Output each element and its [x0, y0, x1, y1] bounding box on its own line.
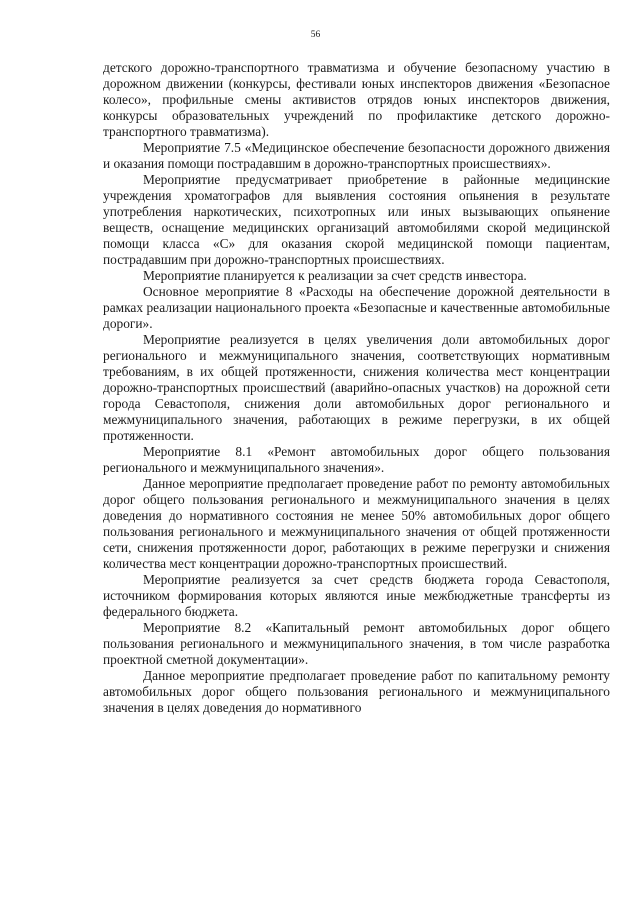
paragraph: Мероприятие реализуется в целях увеличения доли автомобильных дорог регионального и межмуниципального значения, соответствующих нормативным требованиям, в их общей протяженности, снижения количества мест концентрации дорожно-транспортных происшествий (аварийно-опасных участков) на дорожной сети города Севастополя, снижения доли автомобильных дорог регионального и межмуниципального значения, работающих в режиме перегрузки, в их общей протяженности. [103, 332, 610, 443]
paragraph: Мероприятие 8.2 «Капитальный ремонт автомобильных дорог общего пользования регионального и межмуниципального значения, в том числе разработка проектной сметной документации». [103, 620, 610, 667]
paragraph: Мероприятие реализуется за счет средств бюджета города Севастополя, источником формирования которых являются иные межбюджетные трансферты из федерального бюджета. [103, 572, 610, 619]
paragraph: Мероприятие предусматривает приобретение в районные медицинские учреждения хроматографов для выявления состояния опьянения в результате употребления наркотических, психотропных или иных вызывающих опьянение веществ, оснащение медицинских организаций автомобилями скорой медицинской помощи класса «С» для оказания скорой медицинской помощи пациентам, пострадавшим при дорожно-транспортных происшествиях. [103, 172, 610, 267]
paragraph: Мероприятие 8.1 «Ремонт автомобильных дорог общего пользования регионального и межмуниципального значения». [103, 444, 610, 475]
paragraph: Основное мероприятие 8 «Расходы на обеспечение дорожной деятельности в рамках реализации национального проекта «Безопасные и качественные автомобильные дороги». [103, 284, 610, 331]
paragraph: Мероприятие 7.5 «Медицинское обеспечение безопасности дорожного движения и оказания помощи пострадавшим в дорожно-транспортных происшествиях». [103, 140, 610, 171]
page-number: 56 [310, 30, 321, 40]
paragraph: детского дорожно-транспортного травматизма и обучение безопасному участию в дорожном движении (конкурсы, фестивали юных инспекторов движения «Безопасное колесо», профильные смены активистов отрядов юных инспекторов движения, конкурсы образовательных учреждений по профилактике детского дорожно-транспортного травматизма). [103, 60, 610, 139]
paragraph: Мероприятие планируется к реализации за счет средств инвестора. [143, 268, 527, 283]
paragraph: Данное мероприятие предполагает проведение работ по капитальному ремонту автомобильных дорог общего пользования регионального и межмуниципального значения в целях доведения до нормативного [103, 668, 610, 715]
paragraph: Данное мероприятие предполагает проведение работ по ремонту автомобильных дорог общего пользования регионального и межмуниципального значения в целях доведения до нормативного состояния не менее 50% автомобильных дорог общего пользования регионального и межмуниципального значения от общей протяженности сети, снижения протяженности дорог, работающих в режиме перегрузки и снижения количества мест концентрации дорожно-транспортных происшествий. [103, 476, 610, 571]
document-body [103, 60, 610, 716]
